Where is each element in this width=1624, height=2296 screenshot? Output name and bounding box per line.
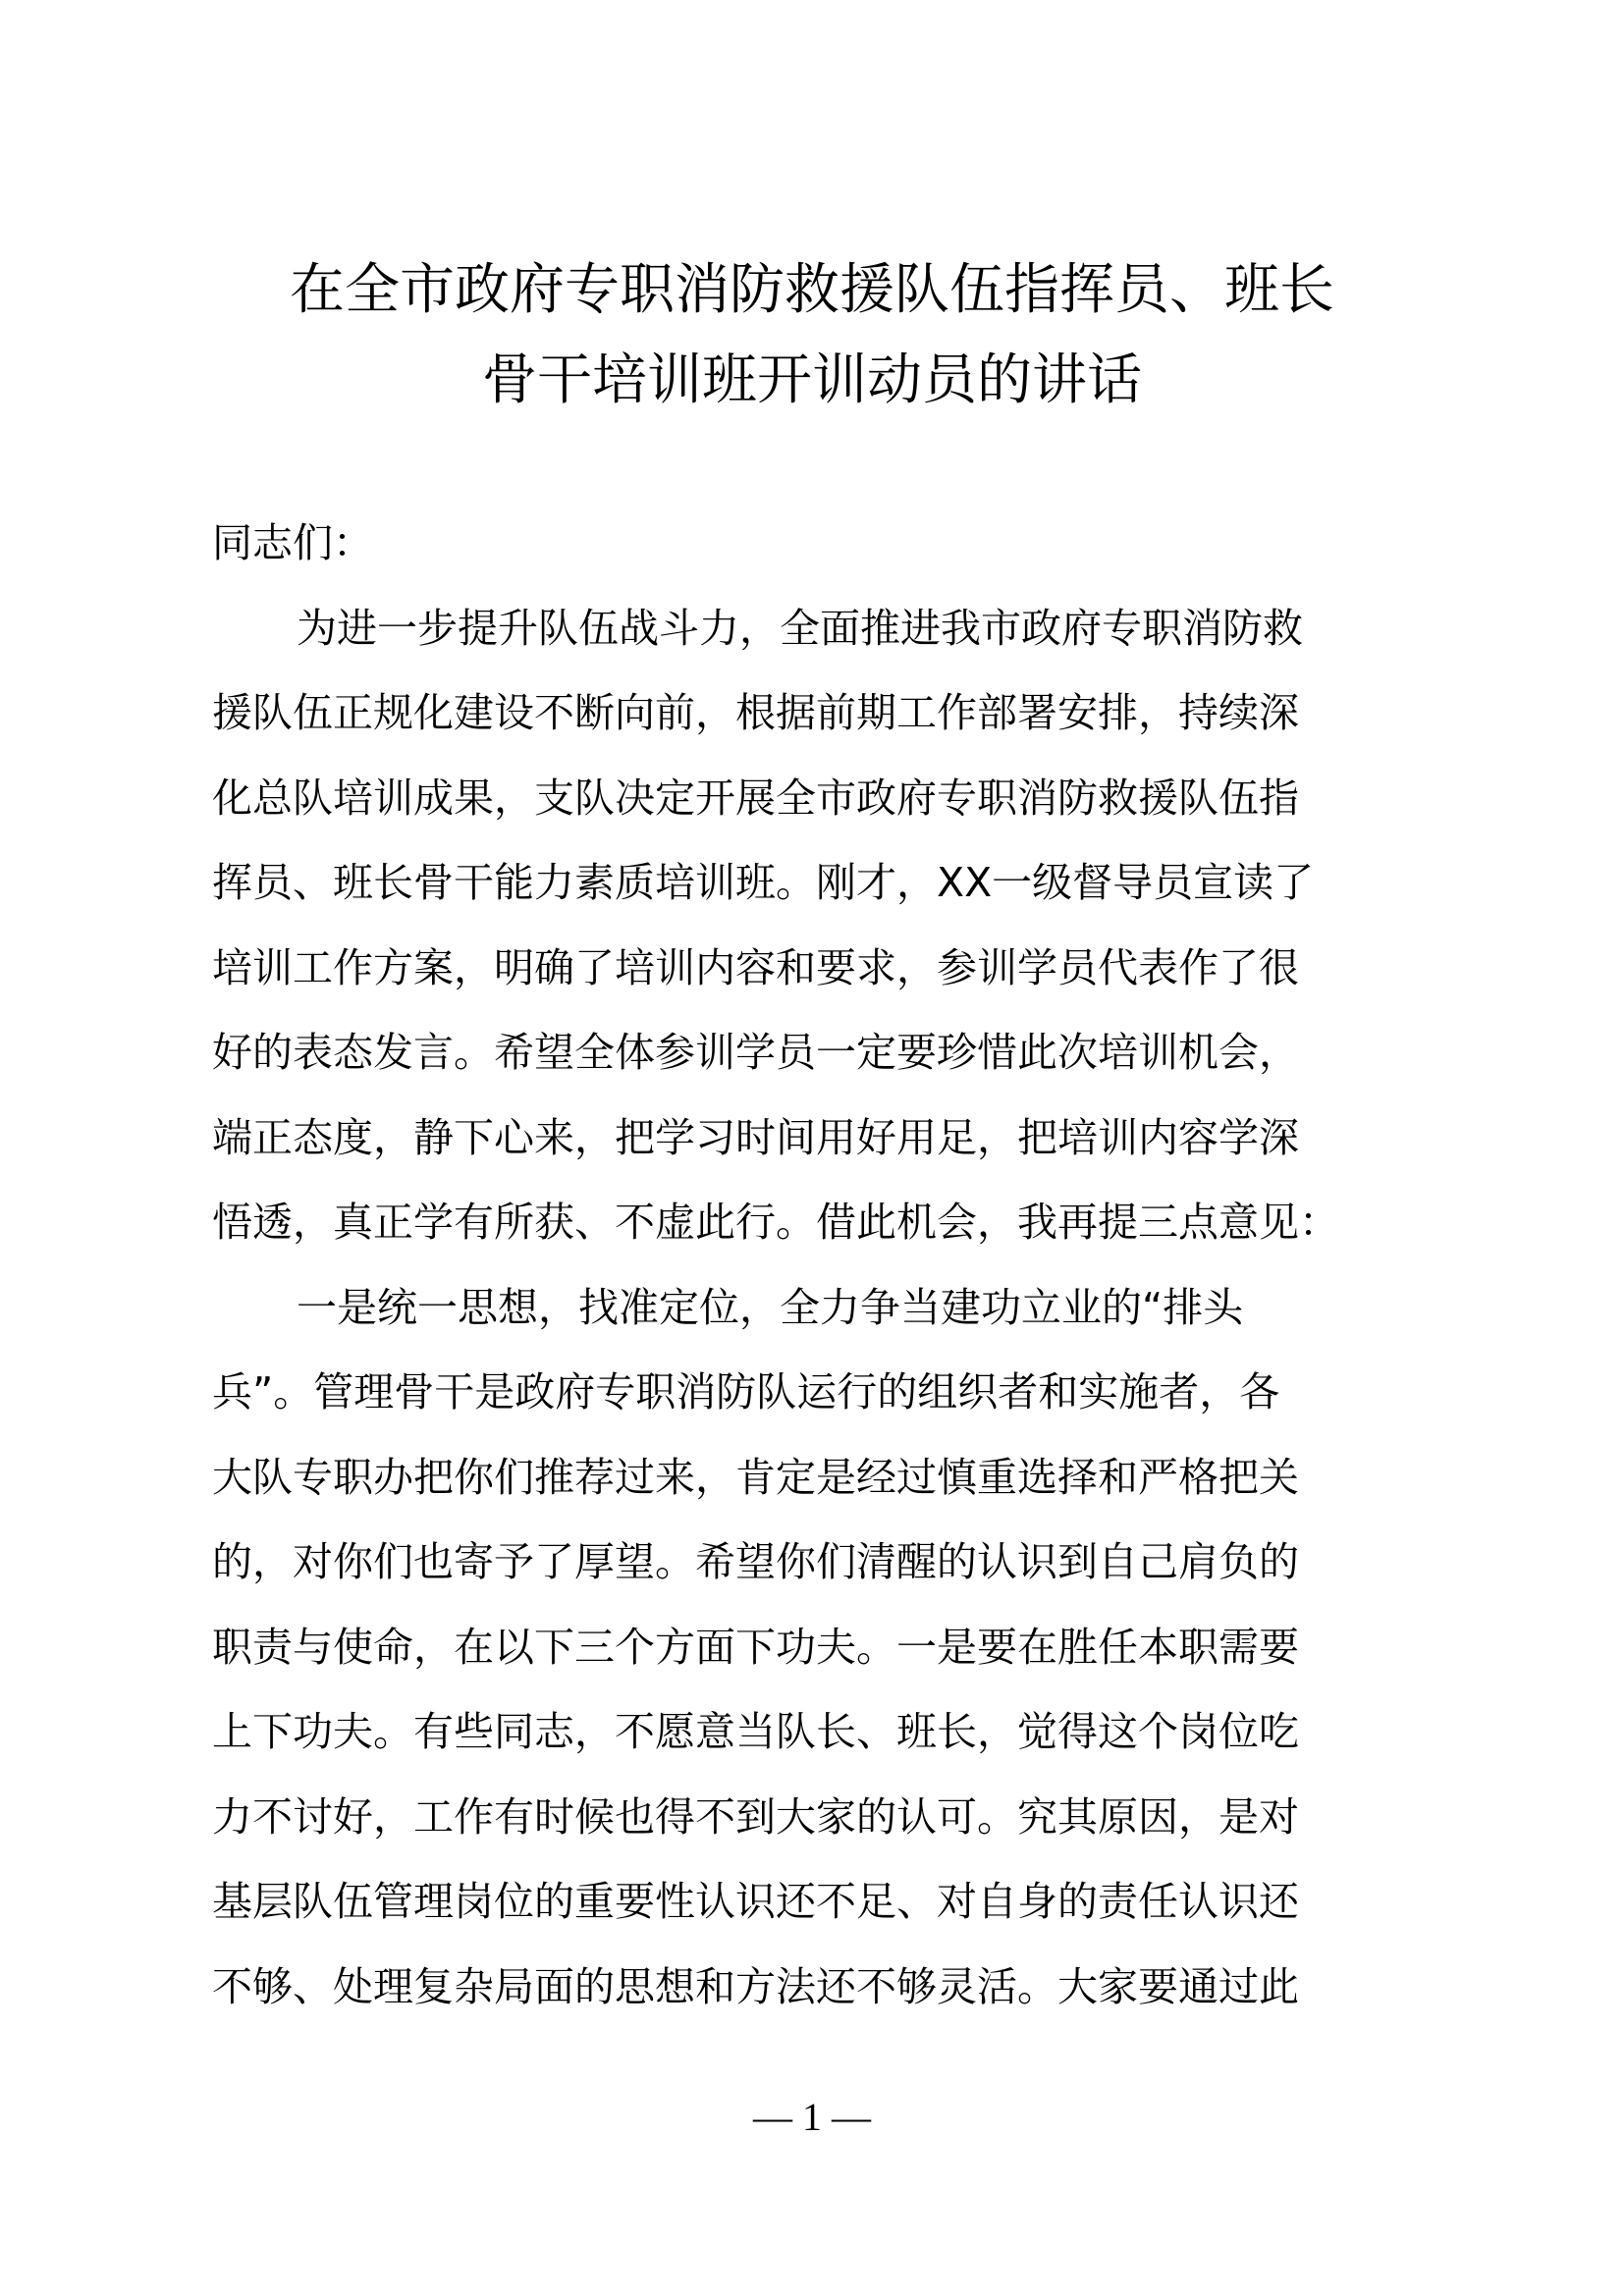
- paragraph-2-line-5: 职责与使命，在以下三个方面下功夫。一是要在胜任本职需要: [212, 1623, 1299, 1671]
- title-line-1: 在全市政府专职消防救援队伍指挥员、班长: [290, 258, 1334, 322]
- page-number: — 1 —: [753, 2095, 871, 2139]
- paragraph-1-line-8: 悟透，真正学有所获、不虚此行。借此机会，我再提三点意见：: [212, 1199, 1339, 1246]
- paragraph-1-line-2: 援队伍正规化建设不断向前，根据前期工作部署安排，持续深: [212, 689, 1299, 736]
- paragraph-1-line-1: 为进一步提升队伍战斗力，全面推进我市政府专职消防救: [297, 604, 1303, 652]
- paragraph-2-line-9: 不够、处理复杂局面的思想和方法还不够灵活。大家要通过此: [212, 1962, 1299, 2010]
- paragraph-2-line-3: 大队专职办把你们推荐过来，肯定是经过慎重选择和严格把关: [212, 1453, 1299, 1501]
- document-title: [196, 245, 1428, 426]
- paragraph-2-line-6: 上下功夫。有些同志，不愿意当队长、班长，觉得这个岗位吃: [212, 1708, 1299, 1755]
- paragraph-2-line-8: 基层队伍管理岗位的重要性认识还不足、对自身的责任认识还: [212, 1878, 1299, 1925]
- paragraph-1-line-3: 化总队培训成果，支队决定开展全市政府专职消防救援队伍指: [212, 774, 1299, 822]
- title-line-2: 骨干培训班开训动员的讲话: [482, 348, 1142, 412]
- paragraph-2-line-7: 力不讨好，工作有时候也得不到大家的认可。究其原因，是对: [212, 1792, 1299, 1841]
- salutation: 同志们：: [212, 519, 373, 566]
- paragraph-1-line-4: 挥员、班长骨干能力素质培训班。刚才，XX一级督导员宣读了: [212, 859, 1315, 906]
- paragraph-2-line-2: 兵”。管理骨干是政府专职消防队运行的组织者和实施者，各: [212, 1368, 1280, 1415]
- paragraph-1-line-6: 好的表态发言。希望全体参训学员一定要珍惜此次培训机会，: [212, 1029, 1299, 1076]
- paragraph-2-line-4: 的，对你们也寄予了厚望。希望你们清醒的认识到自己肩负的: [212, 1538, 1299, 1585]
- document-body: [212, 501, 1430, 2029]
- paragraph-1-line-7: 端正态度，静下心来，把学习时间用好用足，把培训内容学深: [212, 1113, 1299, 1161]
- paragraph-1-line-5: 培训工作方案，明确了培训内容和要求，参训学员代表作了很: [212, 943, 1299, 991]
- paragraph-2-line-1: 一是统一思想，找准定位，全力争当建功立业的“排头: [297, 1283, 1244, 1331]
